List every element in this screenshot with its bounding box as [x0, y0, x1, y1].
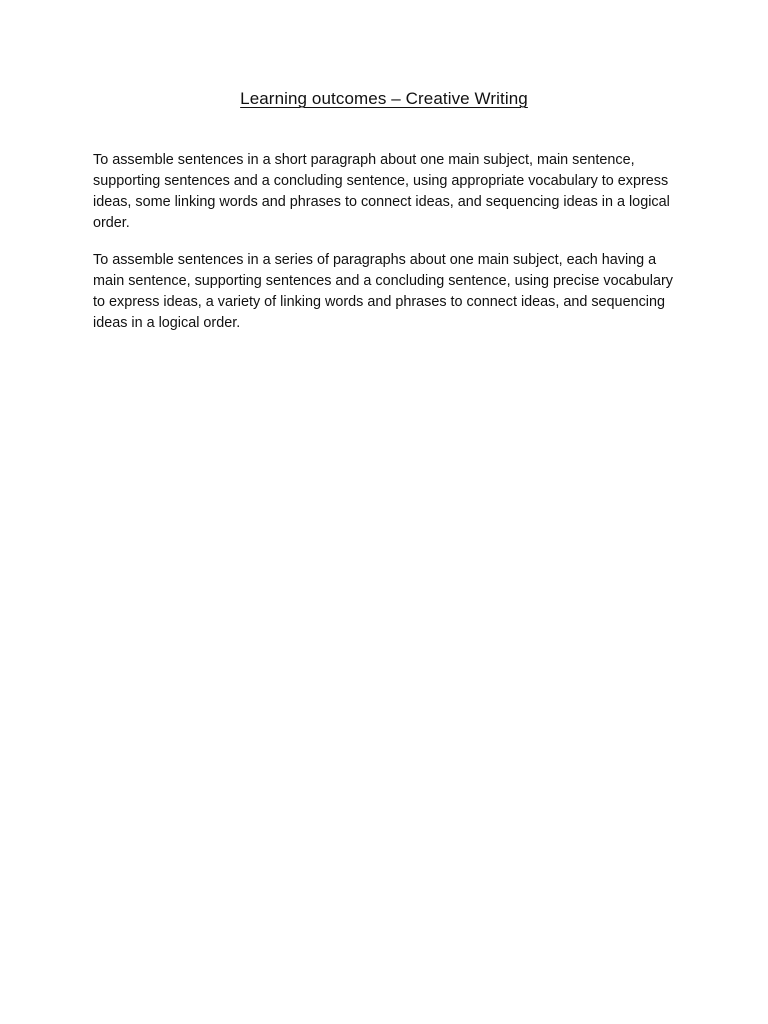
paragraph-2: To assemble sentences in a series of paragraphs about one main subject, each having a main sentence, supporting sentences and a concluding sentence, using precise vocabulary to express ideas, a variety of linking words and phrases to connect ideas, and sequencing ideas in a logical order. — [93, 252, 673, 331]
paragraph-1: To assemble sentences in a short paragraph about one main subject, main sentence, supporting sentences and a concluding sentence, using appropriate vocabulary to express ideas, some linking words and phrases to connect ideas, and sequencing ideas in a logical order. — [93, 152, 670, 231]
page-title: Learning outcomes – Creative Writing — [240, 89, 528, 108]
